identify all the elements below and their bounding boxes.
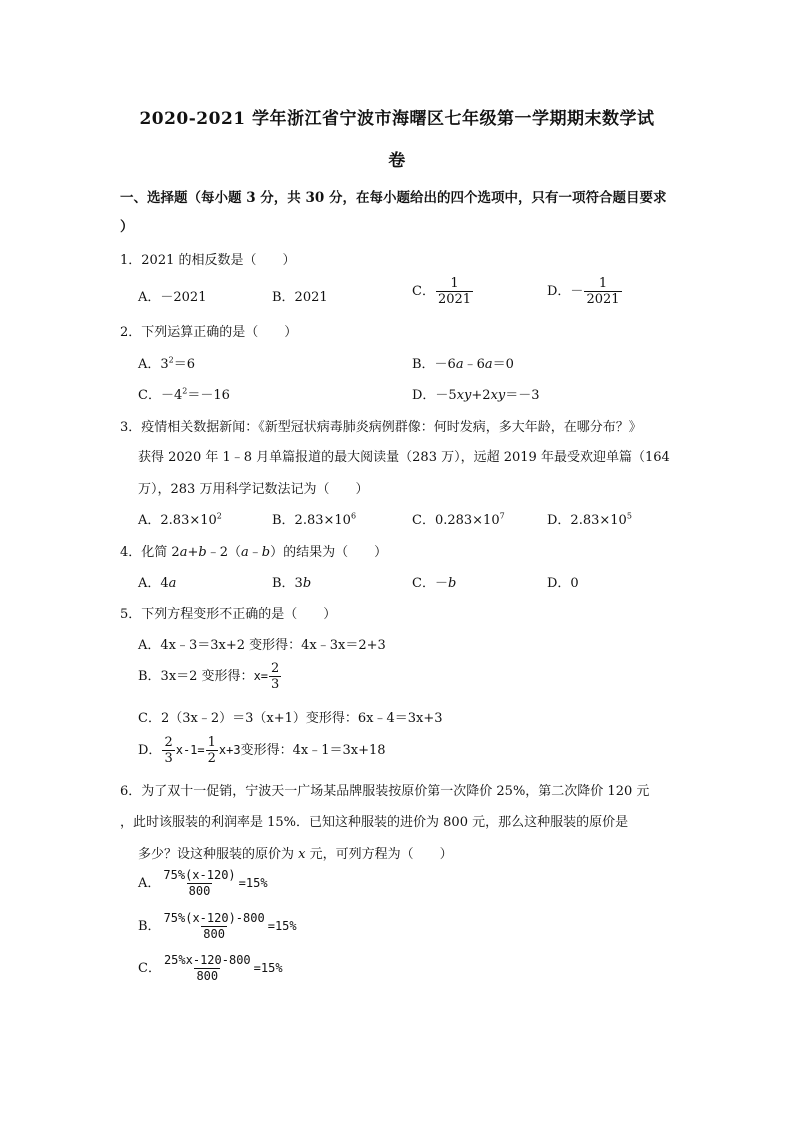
q5-b-x: x=: [253, 669, 269, 683]
q4-a-part: A．4: [138, 576, 169, 591]
fraction-numerator: 1: [450, 276, 459, 291]
fraction-numerator: 1: [598, 276, 608, 291]
q4-a-var: a: [168, 576, 177, 591]
q1-option-c: [412, 276, 474, 307]
q2-d-part: D．－5: [412, 388, 457, 403]
q2-c-result: ＝－16: [187, 388, 230, 403]
q4-stem-part: ﹣2（: [206, 545, 241, 560]
question-3-line1: 3．疫情相关数据新闻：《新型冠状病毒肺炎病例群像：何时发病，多大年龄，在哪分布？》: [120, 420, 642, 435]
q3-d-exponent: 5: [626, 511, 632, 521]
q4-option-c: [412, 572, 456, 591]
q1-option-a: A．－2021: [138, 290, 207, 305]
q1-option-c-label: C．: [412, 284, 435, 299]
q4-stem-part: +: [187, 545, 199, 560]
q3-option-c: [412, 509, 505, 528]
q3-d-mantissa: D．2.83×10: [547, 513, 627, 528]
q2-b-part: ﹣6: [463, 357, 485, 372]
q6-b-fraction: [162, 911, 267, 942]
question-3-line3: 万），283 万用科学记数法记为（ ）: [138, 482, 369, 497]
q4-option-d: D．0: [547, 576, 579, 591]
q5-option-c: C．2（3x﹣2）＝3（x+1）变形得：6x﹣4＝3x+3: [138, 711, 443, 726]
q6-line3-part: 多少？设这种服装的原价为: [138, 847, 299, 862]
q3-c-exponent: 7: [499, 511, 505, 521]
q1-option-d-fraction: [584, 276, 621, 307]
section-heading-line2: ）: [120, 219, 134, 235]
q5-d-expr: x+3: [218, 743, 241, 757]
q3-b-mantissa: B．2.83×10: [272, 513, 351, 528]
q2-b-var: a: [484, 357, 493, 372]
q4-c-var: b: [447, 576, 457, 591]
q2-a-result: ＝6: [173, 357, 196, 372]
q1-option-b: B．2021: [272, 290, 328, 305]
q2-a-base: A．3: [138, 357, 169, 372]
fraction-denominator: 3: [164, 751, 173, 766]
q2-option-d: [412, 384, 540, 403]
fraction-numerator: 75%(x-120): [163, 868, 236, 882]
page-title-line1: 2020-2021 学年浙江省宁波市海曙区七年级第一学期期末数学试: [139, 109, 655, 129]
q5-d-expr: x-1=: [175, 743, 205, 757]
q3-option-d: [547, 509, 632, 528]
q4-b-var: b: [302, 576, 312, 591]
q2-option-b: [412, 353, 514, 372]
q2-option-c: [138, 384, 230, 403]
q6-c-rhs: =15%: [253, 961, 283, 975]
q4-stem-part: 4．化简 2: [120, 545, 180, 560]
q2-c-base: C．－4: [138, 388, 183, 403]
q5-option-d: [138, 735, 386, 766]
q6-line3-part: 元，可列方程为（ ）: [305, 847, 453, 862]
question-1-stem: 1．2021 的相反数是（ ）: [120, 253, 296, 268]
q5-d-fraction-1: [162, 735, 174, 766]
q4-stem-var: b: [198, 545, 207, 560]
fraction-denominator: 800: [196, 969, 219, 983]
fraction-numerator: 25%x-120-800: [163, 953, 251, 967]
fraction-denominator: 800: [188, 884, 211, 898]
q5-option-b: [138, 661, 282, 692]
fraction-numerator: 1: [207, 735, 216, 750]
fraction-numerator: 75%(x-120)-800: [163, 911, 265, 925]
fraction-numerator: 2: [164, 735, 173, 750]
q4-option-b: [272, 572, 311, 591]
q5-b-fraction: [269, 661, 281, 692]
q2-d-var: xy: [456, 388, 472, 403]
q2-d-part: +2: [471, 388, 491, 403]
q6-a-fraction: [161, 868, 237, 899]
q5-d-label: D．: [138, 743, 162, 758]
fraction-numerator: 2: [271, 661, 280, 676]
q1-option-d: [547, 276, 623, 307]
q6-option-a: [138, 868, 268, 899]
q2-b-part: B．－6: [412, 357, 456, 372]
q2-d-part: ＝－3: [505, 388, 540, 403]
q6-option-c: [138, 953, 283, 984]
question-6-line1: 6．为了双十一促销，宁波天一广场某品牌服装按原价第一次降价 25%，第二次降价 120 元: [120, 784, 650, 799]
q1-option-d-label: D．－: [547, 284, 584, 299]
q4-stem-part: ﹣: [248, 545, 262, 560]
fraction-denominator: 2021: [437, 292, 472, 307]
question-3-line2: 获得 2020 年 1﹣8 月单篇报道的最大阅读量（283 万），远超 2019 年最受欢迎单篇（164: [138, 450, 670, 465]
q5-b-text: B．3x＝2 变形得：: [138, 669, 254, 684]
q2-a-exponent: 2: [168, 355, 174, 365]
q6-c-label: C．: [138, 961, 161, 976]
fraction-denominator: 2021: [586, 292, 620, 307]
q3-a-mantissa: A．2.83×10: [138, 513, 217, 528]
q6-a-label: A．: [138, 876, 161, 891]
q3-option-a: [138, 509, 222, 528]
q3-a-exponent: 2: [216, 511, 222, 521]
fraction-denominator: 3: [271, 677, 280, 692]
q5-d-fraction-2: [206, 735, 218, 766]
q6-b-label: B．: [138, 919, 161, 934]
q6-line3-var: x: [298, 847, 306, 862]
q2-option-a: [138, 353, 195, 372]
section-heading-line1: 一、选择题（每小题 3 分，共 30 分，在每小题给出的四个选项中，只有一项符合题目要求: [120, 190, 667, 206]
q6-a-rhs: =15%: [238, 876, 268, 890]
question-4-stem: [120, 541, 387, 560]
question-2-stem: 2．下列运算正确的是（ ）: [120, 325, 298, 340]
q4-stem-var: b: [261, 545, 271, 560]
q5-d-text: 变形得：4x﹣1＝3x+18: [240, 743, 386, 758]
fraction-denominator: 2: [207, 751, 216, 766]
q4-c-part: C．－: [412, 576, 448, 591]
q3-option-b: [272, 509, 356, 528]
question-6-line3: [138, 843, 453, 862]
q6-option-b: [138, 911, 297, 942]
q4-stem-var: a: [240, 545, 249, 560]
question-5-stem: 5．下列方程变形不正确的是（ ）: [120, 607, 337, 622]
q2-c-exponent: 2: [182, 386, 188, 396]
q3-b-exponent: 6: [350, 511, 357, 521]
page-title-line2: 卷: [388, 151, 406, 171]
q2-b-part: ＝0: [492, 357, 514, 372]
q6-c-fraction: [162, 953, 253, 984]
q5-option-a: A．4x﹣3＝3x+2 变形得：4x﹣3x＝2+3: [138, 638, 386, 653]
q2-d-var: xy: [490, 388, 506, 403]
q1-option-c-fraction: [436, 276, 473, 307]
q4-b-part: B．3: [272, 576, 303, 591]
question-6-line2: ，此时该服装的利润率是 15%．已知这种服装的进价为 800 元，那么这种服装的原价是: [120, 815, 629, 830]
q2-b-var: a: [455, 357, 464, 372]
q3-c-mantissa: C．0.283×10: [412, 513, 500, 528]
fraction-denominator: 800: [203, 927, 225, 941]
q4-option-a: [138, 572, 176, 591]
q4-stem-part: ）的结果为（ ）: [270, 545, 388, 560]
q6-b-rhs: =15%: [267, 919, 297, 933]
q4-stem-var: a: [179, 545, 188, 560]
